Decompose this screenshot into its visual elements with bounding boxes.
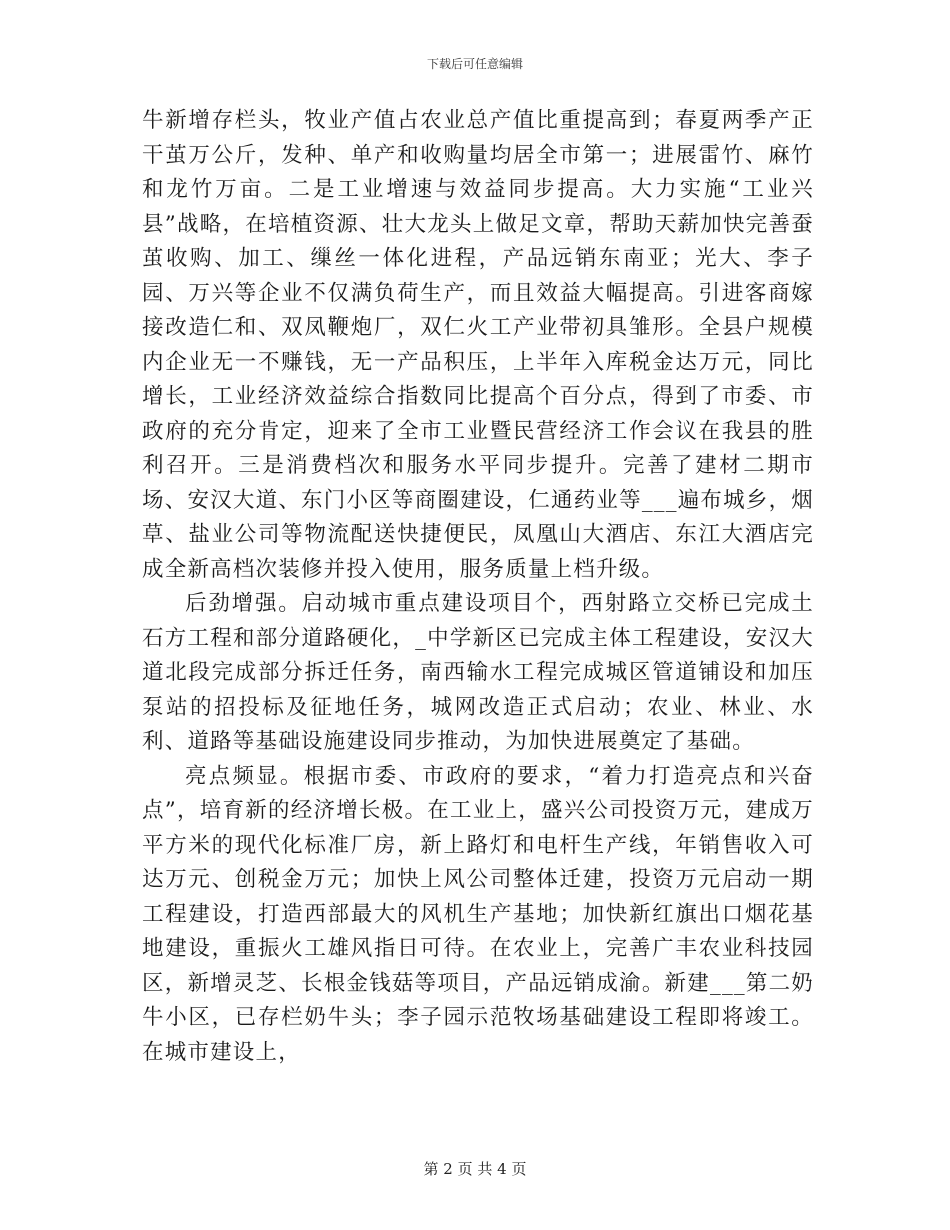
document-body <box>142 104 814 1070</box>
paragraph-1: 牛新增存栏头，牧业产值占农业总产值比重提高到；春夏两季产正干茧万公斤，发种、单产和收购量均居全市第一；进展雷竹、麻竹和龙竹万亩。二是工业增速与效益同步提高。大力实施“工业兴县”战略，在培植资源、壮大龙头上做足文章，帮助天薪加快完善蚕茧收购、加工、缫丝一体化进程，产品远销东南亚；光大、李子园、万兴等企业不仅满负荷生产，而且效益大幅提高。引进客商嫁接改造仁和、双凤鞭炮厂，双仁火工产业带初具雏形。全县户规模内企业无一不赚钱，无一产品积压，上半年入库税金达万元，同比增长，工业经济效益综合指数同比提高个百分点，得到了市委、市政府的充分肯定，迎来了全市工业暨民营经济工作会议在我县的胜利召开。三是消费档次和服务水平同步提升。完善了建材二期市场、安汉大道、东门小区等商圈建设，仁通药业等___遍布城乡，烟草、盐业公司等物流配送快捷便民，凤凰山大酒店、东江大酒店完成全新高档次装修并投入使用，服务质量上档升级。 <box>142 108 814 582</box>
paragraph-2: 后劲增强。启动城市重点建设项目个，西射路立交桥已完成土石方工程和部分道路硬化，_中学新区已完成主体工程建设，安汉大道北段完成部分拆迁任务，南西输水工程完成城区管道铺设和加压泵站的招投标及征地任务，城网改造正式启动；农业、林业、水利、道路等基础设施建设同步推动，为加快进展奠定了基础。 <box>142 591 814 754</box>
page-header-note: 下载后可任意编辑 <box>426 57 523 71</box>
paragraph-3: 亮点频显。根据市委、市政府的要求，“着力打造亮点和兴奋点”，培育新的经济增长极。在工业上，盛兴公司投资万元，建成万平方米的现代化标准厂房，新上路灯和电杆生产线，年销售收入可达万元、创税金万元；加快上风公司整体迁建，投资万元启动一期工程建设，打造西部最大的风机生产基地；加快新红旗出口烟花基地建设，重振火工雄风指日可待。在农业上，完善广丰农业科技园区，新增灵芝、长根金钱菇等项目，产品远销成渝。新建___第二奶牛小区，已存栏奶牛头；李子园示范牧场基础建设工程即将竣工。在城市建设上， <box>142 763 814 1065</box>
page-number-footer: 第 2 页 共 4 页 <box>423 1160 527 1178</box>
